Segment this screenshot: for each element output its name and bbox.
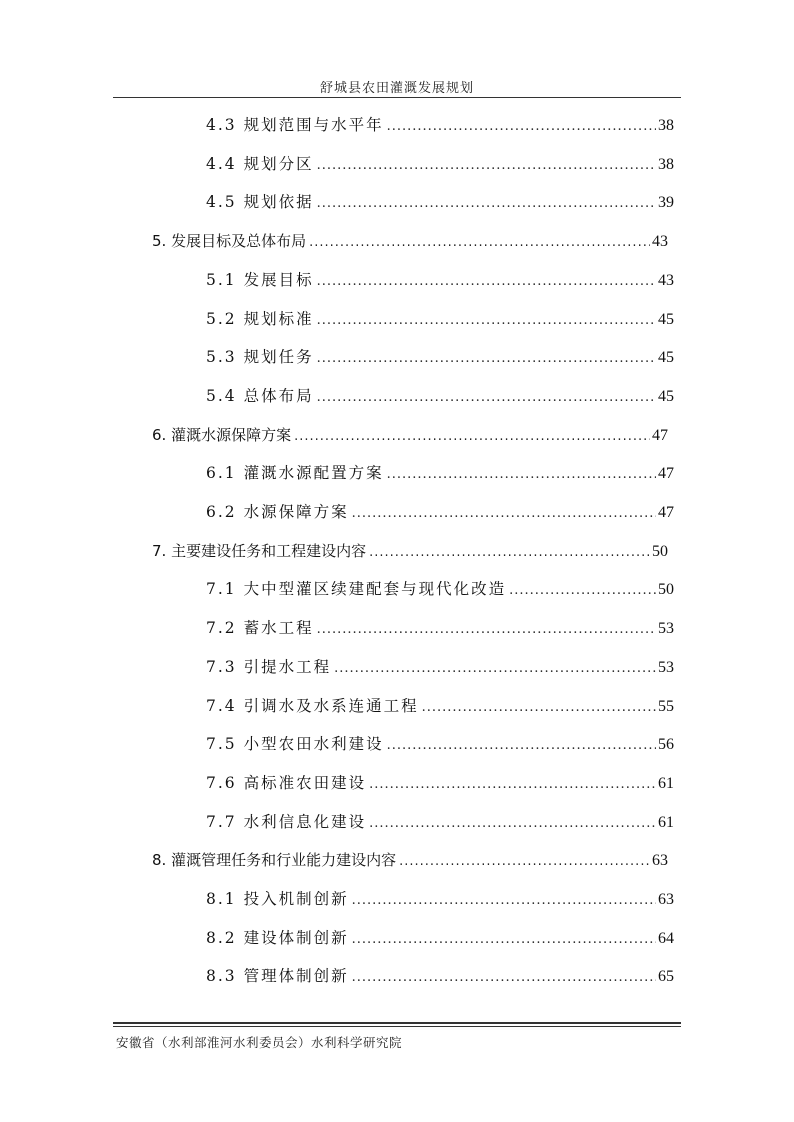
toc-dot-leader [317, 310, 656, 332]
toc-section-entry[interactable] [206, 578, 674, 600]
toc-section-entry[interactable] [206, 695, 674, 717]
toc-entry-label: 7. 主要建设任务和工程建设内容 [152, 541, 367, 560]
toc-page-number: 43 [658, 271, 674, 289]
toc-entry-label: 4.4 规划分区 [206, 154, 314, 173]
toc-section-entry[interactable] [206, 811, 674, 833]
toc-dot-leader [352, 967, 656, 989]
toc-entry-label: 8.3 管理体制创新 [206, 967, 349, 986]
toc-page-number: 56 [658, 736, 674, 754]
toc-dot-leader [317, 271, 656, 293]
toc-entry-label: 5.1 发展目标 [206, 270, 314, 289]
toc-page-number: 38 [658, 117, 674, 134]
toc-section-entry[interactable] [206, 733, 674, 755]
toc-dot-leader [399, 851, 650, 873]
toc-page-number: 50 [658, 581, 674, 599]
toc-entry-label: 8. 灌溉管理任务和行业能力建设内容 [152, 851, 397, 870]
toc-chapter-entry[interactable] [152, 424, 668, 446]
toc-dot-leader [352, 503, 656, 525]
toc-entry-label: 5.4 总体布局 [206, 386, 314, 405]
footer-divider-thick [113, 1022, 681, 1024]
toc-entry-label: 6.2 水源保障方案 [206, 503, 349, 521]
toc-entry-label: 7.7 水利信息化建设 [206, 812, 367, 831]
toc-entry-label: 7.2 蓄水工程 [206, 619, 314, 638]
toc-section-entry[interactable] [206, 114, 674, 136]
toc-entry-label: 5. 发展目标及总体布局 [152, 232, 307, 251]
toc-entry-label: 6. 灌溉水源保障方案 [152, 425, 292, 444]
toc-section-entry[interactable] [206, 617, 674, 639]
toc-page-number: 45 [658, 387, 674, 405]
toc-section-entry[interactable] [206, 501, 674, 523]
toc-page-number: 63 [652, 852, 668, 870]
toc-section-entry[interactable] [206, 927, 674, 949]
footer-divider-thin [113, 1026, 681, 1027]
toc-page-number: 45 [658, 310, 674, 328]
toc-entry-label: 4.5 规划依据 [206, 193, 314, 212]
toc-section-entry[interactable] [206, 308, 674, 330]
toc-section-entry[interactable] [206, 153, 674, 175]
toc-dot-leader [317, 619, 656, 641]
toc-dot-leader [317, 155, 656, 177]
toc-page-number: 45 [658, 349, 674, 367]
toc-dot-leader [294, 426, 650, 448]
toc-dot-leader [387, 735, 656, 757]
toc-page-number: 39 [658, 194, 674, 212]
toc-section-entry[interactable] [206, 462, 674, 484]
toc-page-number: 63 [658, 891, 674, 908]
toc-dot-leader [422, 697, 656, 719]
toc-entry-label: 4.3 规划范围与水平年 [206, 116, 384, 134]
toc-page-number: 65 [658, 968, 674, 986]
toc-dot-leader [369, 813, 656, 835]
toc-section-entry[interactable] [206, 888, 674, 910]
toc-entry-label: 5.3 规划任务 [206, 348, 314, 367]
toc-dot-leader [309, 232, 650, 254]
toc-dot-leader [334, 658, 656, 680]
toc-dot-leader [369, 542, 650, 564]
toc-dot-leader [369, 774, 656, 796]
footer-text: 安徽省（水利部淮河水利委员会）水利科学研究院 [116, 1035, 403, 1050]
toc-dot-leader [352, 890, 656, 912]
toc-dot-leader [317, 387, 656, 409]
toc-dot-leader [387, 464, 656, 486]
toc-chapter-entry[interactable] [152, 540, 668, 562]
toc-dot-leader [352, 929, 656, 951]
toc-section-entry[interactable] [206, 269, 674, 291]
toc-entry-label: 7.6 高标准农田建设 [206, 773, 367, 792]
toc-section-entry[interactable] [206, 772, 674, 794]
toc-page-number: 38 [658, 155, 674, 173]
toc-entry-label: 8.2 建设体制创新 [206, 928, 349, 947]
toc-section-entry[interactable] [206, 656, 674, 678]
toc-chapter-entry[interactable] [152, 230, 668, 252]
toc-page-number: 53 [658, 620, 674, 638]
toc-section-entry[interactable] [206, 965, 674, 987]
toc-page-number: 55 [658, 697, 674, 715]
toc-dot-leader [317, 348, 656, 370]
toc-entry-label: 7.4 引调水及水系连通工程 [206, 696, 419, 715]
toc-entry-label: 8.1 投入机制创新 [206, 890, 349, 908]
toc-page-number: 47 [652, 426, 668, 444]
toc-entry-label: 7.1 大中型灌区续建配套与现代化改造 [206, 580, 507, 599]
toc-page-number: 50 [652, 542, 668, 560]
toc-page-number: 61 [658, 774, 674, 792]
header-title: 舒城县农田灌溉发展规划 [319, 81, 474, 96]
toc-entry-label: 7.5 小型农田水利建设 [206, 735, 384, 754]
toc-section-entry[interactable] [206, 385, 674, 407]
toc-entry-label: 7.3 引提水工程 [206, 657, 332, 676]
toc-chapter-entry[interactable] [152, 849, 668, 871]
toc-section-entry[interactable] [206, 191, 674, 213]
toc-section-entry[interactable] [206, 346, 674, 368]
toc-entry-label: 5.2 规划标准 [206, 309, 314, 328]
toc-dot-leader [509, 580, 656, 602]
toc-page-number: 61 [658, 813, 674, 831]
toc-dot-leader [387, 116, 656, 138]
toc-page-number: 43 [652, 233, 668, 251]
toc-page-number: 53 [658, 658, 674, 676]
toc-page-number: 64 [658, 929, 674, 947]
toc-page-number: 47 [658, 504, 674, 521]
toc-entry-label: 6.1 灌溉水源配置方案 [206, 464, 384, 483]
toc-page-number: 47 [658, 465, 674, 483]
toc-dot-leader [317, 193, 656, 215]
